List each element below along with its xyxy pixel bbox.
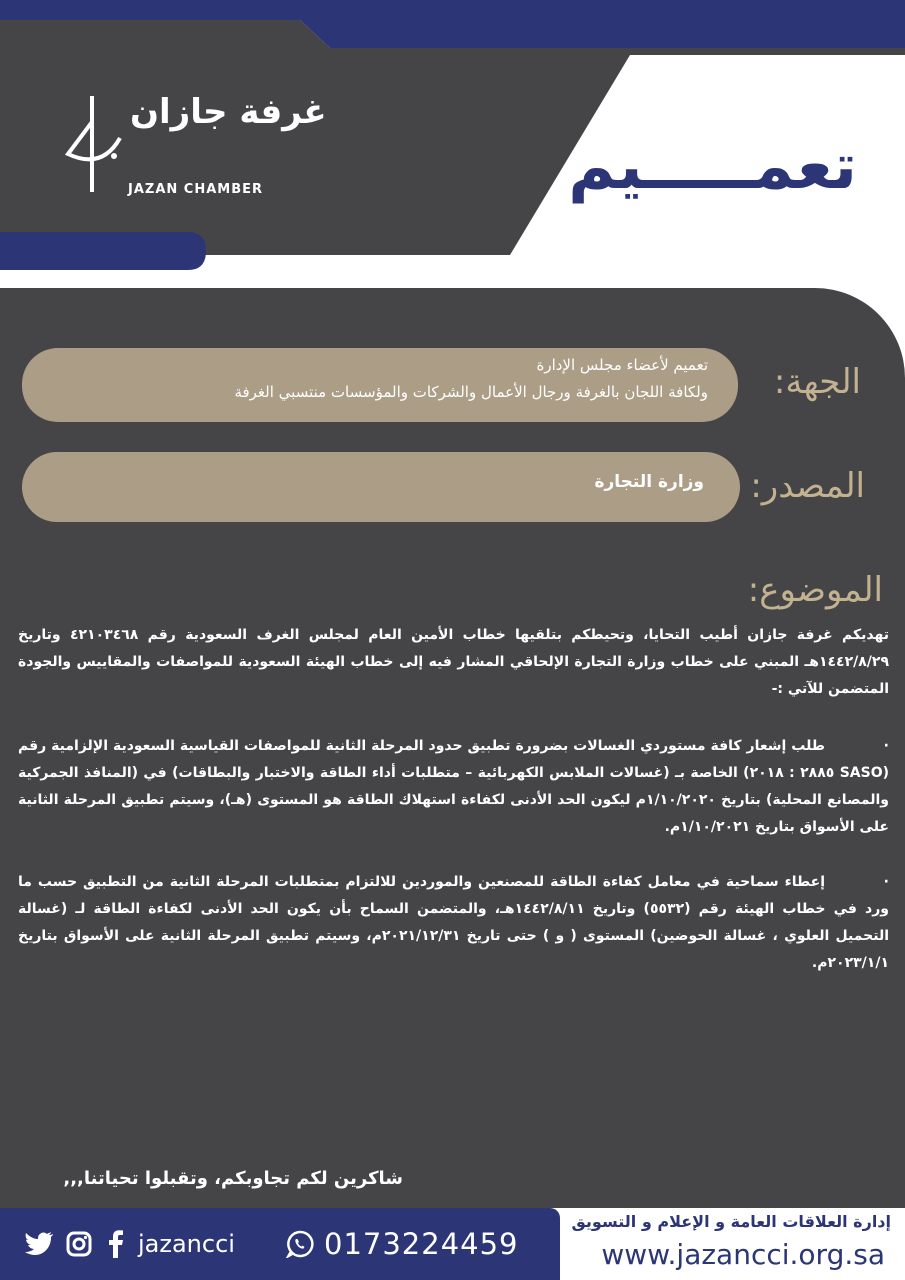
bullet-mark: · [883,874,889,890]
recipients-line-2: ولكافة اللجان بالغرفة ورجال الأعمال والشركات والمؤسسات منتسبي الغرفة [234,383,708,401]
social-handle[interactable]: jazancci [138,1230,235,1258]
source-label: المصدر: [750,466,865,506]
subject-point-2-text: إعطاء سماحية في معامل كفاءة الطاقة للمصنعين والموردين للالتزام بمتطلبات المرحلة الثانية من التطبيق حسب ما ورد في خطاب الهيئة رقم (٥٥٣٢) وتاريخ ١٤٤٢/٨/١١هـ، والمتضمن السماح بأن يكون الحد الأدنى لكفاءة الطاقة لـ (غسالة التحميل العلوي ، غسالة الحوضين) المستوى ( و ) حتى تاريخ ٢٠٢١/١٢/٣١م، وسيتم تطبيق المرحلة الثانية على الأسواق بتاريخ ٢٠٢٣/١/١م. [18,874,890,971]
website-url[interactable]: www.jazancci.org.sa [601,1238,885,1271]
phone-number[interactable]: 0173224459 [324,1227,519,1261]
subject-point-2 [18,869,889,977]
recipients-line-1: تعميم لأعضاء مجلس الإدارة [536,356,708,374]
source-value: وزارة التجارة [594,472,704,492]
header-accent-bar [0,232,206,270]
source-pill [22,452,740,522]
social-links [24,1226,235,1262]
twitter-icon[interactable] [24,1231,54,1257]
page-title: تعمـــــيم [568,130,857,204]
jazan-chamber-logo [62,92,327,202]
subject-intro: تهديكم غرفة جازان أطيب التحايا، وتحيطكم بتلقيها خطاب الأمين العام لمجلس الغرف السعودية رقم ٤٢١٠٣٤٦٨ وتاريخ ١٤٤٢/٨/٢٩هـ المبني على خطاب وزارة التجارة الإلحاقي المشار فيه إلى خطاب الهيئة السعودية للمواصفات والمقاييس والجودة المتضمن للآتي :- [18,627,889,697]
bullet-mark: · [883,738,889,754]
recipients-pill [22,348,738,422]
department-name: إدارة العلاقات العامة و الإعلام و التسويق [571,1212,891,1231]
phone-contact [286,1226,519,1262]
logo-arabic-text: غرفة جازان [130,92,327,132]
subject-point-1-text: طلب إشعار كافة مستوردي الغسالات بضرورة تطبيق حدود المرحلة الثانية للمواصفات القياسية السعودية الإلزامية رقم (SASO ٢٨٨٥ : ٢٠١٨) الخاصة بـ (غسالات الملابس الكهربائية – متطلبات أداء الطاقة والاختبار والبطاقات) في (المنافذ الجمركية والمصانع المحلية) بتاريخ ١/١٠/٢٠٢٠م ليكون الحد الأدنى لكفاءة استهلاك الطاقة هو المستوى (هـ)، وسيتم تطبيق المرحلة الثانية على الأسواق بتاريخ ١/١٠/٢٠٢١م. [18,738,889,835]
subject-label: الموضوع: [747,570,883,610]
facebook-icon[interactable] [108,1230,124,1258]
closing-text: شاكرين لكم تجاوبكم، وتقبلوا تحياتنا,,, [63,1168,403,1189]
recipients-label: الجهة: [773,362,861,402]
logo-english-text: JAZAN CHAMBER [128,182,264,197]
logo-mark-icon [62,92,124,196]
subject-point-1 [18,733,889,841]
whatsapp-icon[interactable] [286,1230,314,1258]
instagram-icon[interactable] [66,1231,92,1257]
